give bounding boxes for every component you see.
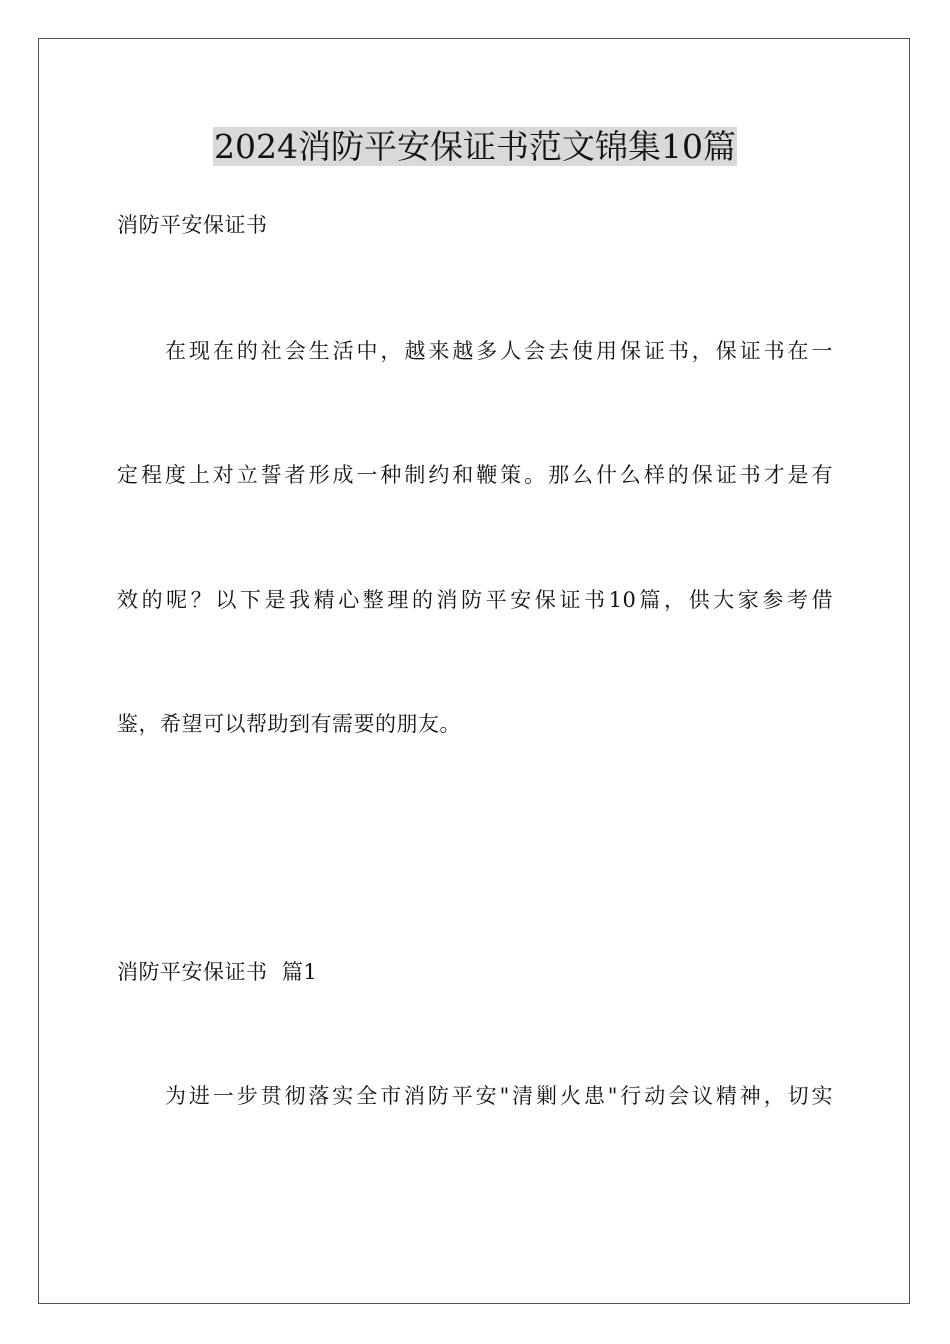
intro-line-1: 在现在的社会生活中，越来越多人会去使用保证书，保证书在一 bbox=[165, 339, 833, 363]
intro-line-3: 效的呢？以下是我精心整理的消防平安保证书10篇，供大家参考借 bbox=[117, 588, 833, 612]
document-subtitle: 消防平安保证书 bbox=[117, 213, 268, 237]
section-heading: 消防平安保证书 篇1 bbox=[117, 960, 318, 984]
intro-line-2: 定程度上对立誓者形成一种制约和鞭策。那么什么样的保证书才是有 bbox=[117, 463, 833, 487]
document-title bbox=[0, 126, 950, 168]
section-line-1: 为进一步贯彻落实全市消防平安"清剿火患"行动会议精神，切实 bbox=[165, 1084, 833, 1108]
intro-line-4: 鉴，希望可以帮助到有需要的朋友。 bbox=[117, 712, 461, 736]
document-title-text: 2024消防平安保证书范文锦集10篇 bbox=[214, 127, 736, 166]
